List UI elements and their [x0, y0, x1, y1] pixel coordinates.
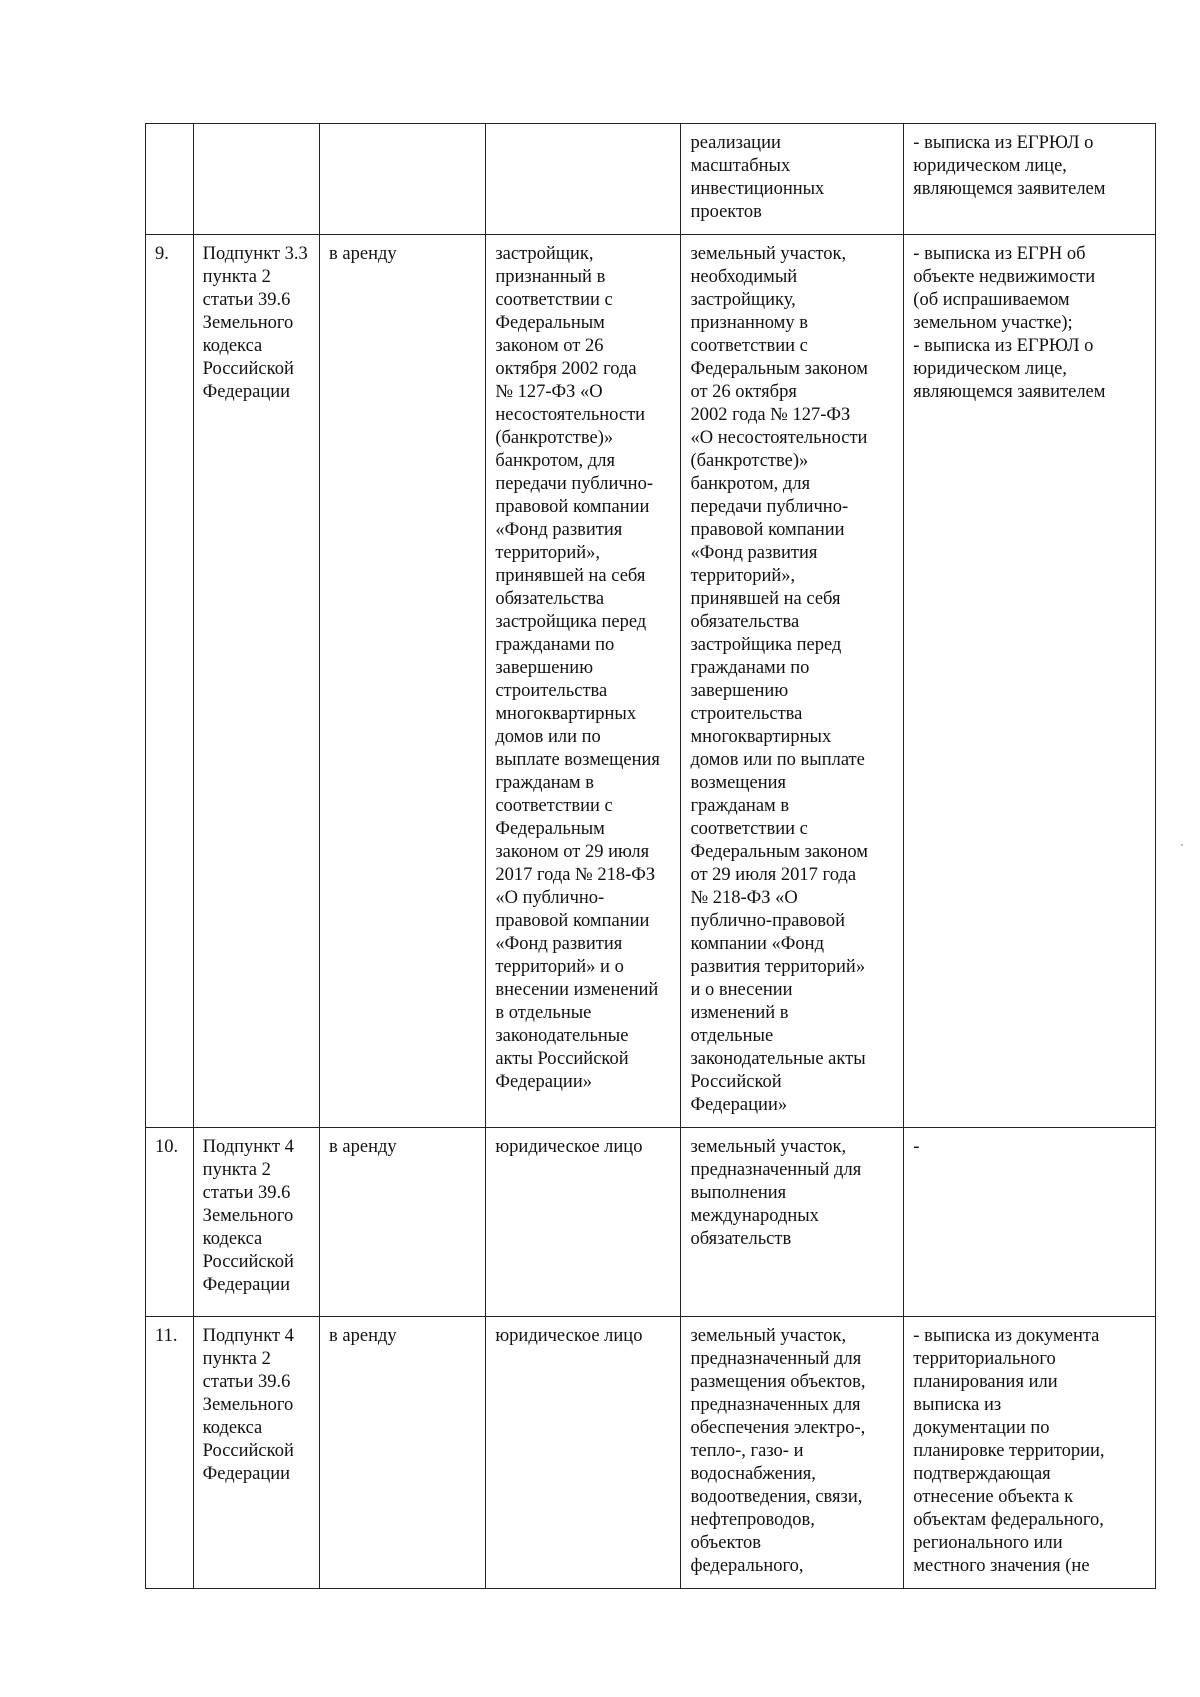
table-row — [146, 235, 1156, 1128]
row-number: 11. — [155, 1326, 178, 1346]
row-number: 10. — [155, 1137, 179, 1157]
applicant: юридическое лицо — [495, 1326, 643, 1346]
right-type-cell — [320, 1317, 486, 1589]
land-plot: земельный участок, предназначенный для размещения объектов, предназначенных для обеспечения электро-, тепло-, газо- и водоснабжения, водоотведения, связи, нефтепроводов, объектов федерального, — [690, 1326, 866, 1576]
right-type: в аренду — [329, 1326, 397, 1346]
land-plot-cell — [681, 235, 904, 1128]
legal-basis: Подпункт 3.3 пункта 2 статьи 39.6 Земельного кодекса Российской Федерации — [202, 244, 308, 402]
right-type: в аренду — [329, 244, 397, 264]
land-plot: земельный участок, предназначенный для выполнения международных обязательств — [690, 1137, 862, 1249]
legal-basis-cell — [193, 1317, 319, 1589]
documents-cell — [904, 1317, 1156, 1589]
documents: - — [913, 1137, 920, 1157]
land-plot: реализации масштабных инвестиционных проектов — [690, 133, 825, 222]
right-type-cell — [320, 1128, 486, 1317]
scan-speck — [1181, 844, 1183, 846]
applicant-cell — [486, 124, 681, 235]
table-row — [146, 124, 1156, 235]
applicant-cell — [486, 1128, 681, 1317]
row-number-cell — [146, 1128, 194, 1317]
documents: - выписка из ЕГРН об объекте недвижимости (об испрашиваемом земельном участке); - выписка из ЕГРЮЛ о юридическом лице, являющемся заявителем — [913, 244, 1106, 402]
land-plot: земельный участок, необходимый застройщику, признанному в соответствии с Федеральным законом от 26 октября 2002 года № 127-ФЗ «О несостоятельности (банкротстве)» банкротом, для передачи публично- правовой компании «Фонд развития территорий», принявшей на себя обязательства застройщика перед гражданами по завершению строительства многоквартирных домов или по выплате возмещения гражданам в соответствии с Федеральным законом от 29 июля 2017 года № 218-ФЗ «О публично-правовой компании «Фонд развития территорий» и о внесении изменений в отдельные законодательные акты Российской Федерации» — [690, 244, 868, 1115]
row-number-cell — [146, 1317, 194, 1589]
documents: - выписка из документа территориального планирования или выписка из документации по планировке территории, подтверждающая отнесение объекта к объектам федерального, регионального или местного значения (не — [913, 1326, 1105, 1576]
row-number: 9. — [155, 244, 169, 264]
document-table — [145, 123, 1156, 1589]
table-row — [146, 1128, 1156, 1317]
row-number-cell — [146, 235, 194, 1128]
applicant-cell — [486, 235, 681, 1128]
row-number-cell — [146, 124, 194, 235]
land-plot-cell — [681, 1317, 904, 1589]
right-type-cell — [320, 235, 486, 1128]
right-type: в аренду — [329, 1137, 397, 1157]
documents-cell — [904, 235, 1156, 1128]
right-type-cell — [320, 124, 486, 235]
applicant: застройщик, признанный в соответствии с Федеральным законом от 26 октября 2002 года № 127-ФЗ «О несостоятельности (банкротстве)» банкротом, для передачи публично- правовой компании «Фонд развития территорий», принявшей на себя обязательства застройщика перед гражданами по завершению строительства многоквартирных домов или по выплате возмещения гражданам в соответствии с Федеральным законом от 29 июля 2017 года № 218-ФЗ «О публично- правовой компании «Фонд развития территорий» и о внесении изменений в отдельные законодательные акты Российской Федерации» — [495, 244, 660, 1092]
legal-basis-cell — [193, 1128, 319, 1317]
legal-basis: Подпункт 4 пункта 2 статьи 39.6 Земельного кодекса Российской Федерации — [202, 1137, 294, 1295]
land-plot-cell — [681, 1128, 904, 1317]
table-row — [146, 1317, 1156, 1589]
land-plot-cell — [681, 124, 904, 235]
applicant-cell — [486, 1317, 681, 1589]
legal-basis-cell — [193, 124, 319, 235]
documents: - выписка из ЕГРЮЛ о юридическом лице, являющемся заявителем — [913, 133, 1106, 199]
documents-cell — [904, 124, 1156, 235]
documents-cell — [904, 1128, 1156, 1317]
applicant: юридическое лицо — [495, 1137, 643, 1157]
legal-basis: Подпункт 4 пункта 2 статьи 39.6 Земельного кодекса Российской Федерации — [202, 1326, 294, 1484]
legal-basis-cell — [193, 235, 319, 1128]
